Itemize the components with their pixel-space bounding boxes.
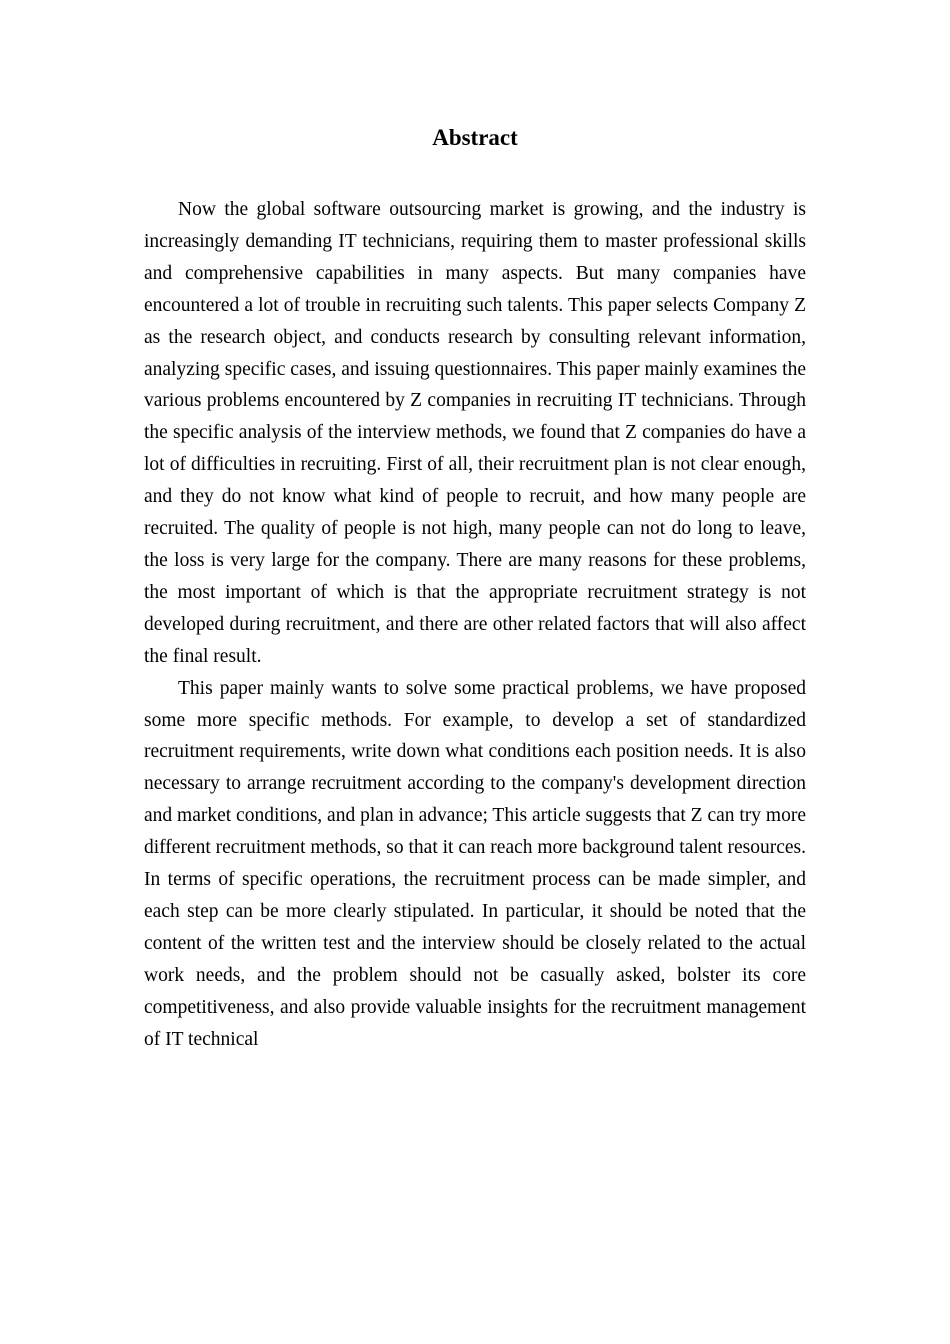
abstract-body (144, 194, 806, 1055)
abstract-title: Abstract (432, 125, 518, 150)
abstract-paragraph-2: This paper mainly wants to solve some practical problems, we have proposed some more specific methods. For example, to develop a set of standardized recruitment requirements, write down what conditions each position needs. It is also necessary to arrange recruitment according to the company's development direction and market conditions, and plan in advance; This article suggests that Z can try more different recruitment methods, so that it can reach more background talent resources. In terms of specific operations, the recruitment process can be made simpler, and each step can be more clearly stipulated. In particular, it should be noted that the content of the written test and the interview should be closely related to the actual work needs, and the problem should not be casually asked, bolster its core competitiveness, and also provide valuable insights for the recruitment management of IT technical (144, 677, 806, 1050)
abstract-paragraph-1: Now the global software outsourcing market is growing, and the industry is increasingly demanding IT technicians, requiring them to master professional skills and comprehensive capabilities in many aspects. But many companies have encountered a lot of trouble in recruiting such talents. This paper selects Company Z as the research object, and conducts research by consulting relevant information, analyzing specific cases, and issuing questionnaires. This paper mainly examines the various problems encountered by Z companies in recruiting IT technicians. Through the specific analysis of the interview methods, we found that Z companies do have a lot of difficulties in recruiting. First of all, their recruitment plan is not clear enough, and they do not know what kind of people to recruit, and how many people are recruited. The quality of people is not high, many people can not do long to leave, the loss is very large for the company. There are many reasons for these problems, the most important of which is that the appropriate recruitment strategy is not developed during recruitment, and there are other related factors that will also affect the final result. (144, 199, 806, 667)
